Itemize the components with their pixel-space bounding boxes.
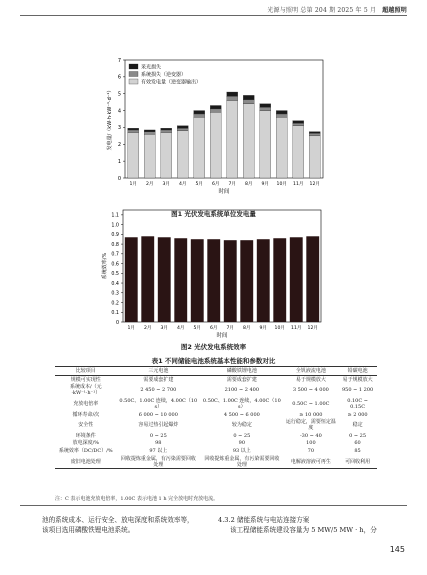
x-tick-label: 6月 [209, 326, 218, 331]
y-tick-label: 1.1 [111, 213, 119, 219]
table-cell: 0 ~ 25 [149, 432, 167, 439]
y-tick-label: 0.8 [111, 242, 119, 248]
table-cell: 易于规模放大 [342, 376, 373, 383]
x-tick-label: 2月 [143, 326, 152, 331]
bar-segment [309, 132, 320, 134]
table1 [55, 366, 377, 469]
x-tick-label: 6月 [211, 182, 220, 187]
table-row-label: 系统成本/（元·kW⁻¹·h⁻¹） [69, 384, 102, 397]
bar-segment [194, 114, 205, 117]
table-footer-rule [20, 505, 407, 506]
bar-segment [194, 117, 205, 178]
table-header-cell: 全钒液流电池 [284, 367, 339, 376]
table1-note: 注：C 表示电池充放电倍率，1.00C 表示电池 1 h 完全放电时充放电流。 [55, 496, 219, 502]
table-cell: 6 000 ~ 10 000 [138, 411, 178, 418]
bar-segment [177, 126, 188, 129]
page-number: 145 [389, 545, 405, 554]
table-cell: ≥ 10 000 [299, 411, 323, 418]
y-tick-label: 0 [115, 320, 119, 326]
bar-segment [144, 130, 155, 132]
table-row [55, 432, 377, 440]
y-tick-label: 0.1 [111, 311, 119, 317]
table-cell: 60 [354, 440, 361, 447]
table-row [55, 440, 377, 448]
bar-segment [210, 112, 221, 178]
bar-segment [161, 128, 172, 130]
x-tick-label: 10月 [276, 182, 287, 187]
table-row-label: 安全性 [78, 422, 94, 429]
y-tick-label: 1.0 [111, 223, 119, 229]
body-line: 该项目选用磷酸铁锂电池系统。 [42, 526, 135, 534]
table-cell: 70 [307, 447, 315, 454]
x-tick-label: 7月 [226, 326, 235, 331]
y-tick-label: 0 [117, 175, 121, 182]
bar [125, 237, 138, 322]
section-heading: 4.3.2 储能系统与电站连接方案 [218, 516, 310, 524]
bar-segment [227, 92, 238, 96]
bar [306, 236, 319, 322]
table-cell: -30 ~ 40 [299, 432, 322, 439]
x-tick-label: 8月 [244, 182, 253, 187]
bar-segment [144, 134, 155, 178]
bar [273, 238, 286, 322]
x-axis-label: 时间 [216, 333, 228, 339]
bar-segment [243, 95, 254, 99]
y-tick-label: 0.6 [111, 262, 119, 268]
bar-segment [293, 123, 304, 126]
x-axis-label: 时间 [218, 189, 230, 195]
left-column-text [42, 515, 222, 535]
y-tick-label: 0.7 [111, 252, 119, 258]
table-cell: 4 500 ~ 6 000 [223, 411, 260, 418]
bar-segment [260, 107, 271, 110]
figure2-chart [0, 207, 427, 343]
table-cell: 需要成套扩建 [226, 376, 257, 383]
table-header-cell: 比较项目 [55, 367, 117, 376]
y-tick-label: 0.4 [111, 281, 119, 287]
y-axis-label: 系统效率/% [102, 252, 108, 280]
bar [290, 237, 303, 322]
figure1-chart [0, 50, 427, 208]
bar-segment [260, 104, 271, 107]
table-row [55, 455, 377, 469]
bar-segment [276, 111, 287, 114]
x-tick-label: 7月 [228, 182, 237, 187]
y-tick-label: 3 [117, 125, 121, 132]
x-tick-label: 11月 [293, 182, 304, 187]
bar-segment [260, 111, 271, 178]
table-row-label: 放电深度/% [72, 440, 99, 447]
table-row [55, 397, 377, 411]
table-cell: 85 [354, 447, 361, 454]
bar-segment [161, 132, 172, 178]
bar [207, 239, 220, 322]
bar-segment [243, 104, 254, 178]
bar-segment [227, 100, 238, 178]
table-cell: 可回收利用 [338, 455, 377, 469]
x-tick-label: 11月 [291, 326, 302, 331]
table-cell: 93 以上 [232, 447, 251, 454]
right-column-text [218, 515, 408, 535]
x-tick-label: 5月 [193, 326, 202, 331]
table-cell: 2 450 ~ 2 700 [140, 387, 177, 394]
bar-segment [128, 132, 139, 178]
table-row-label: 充放电倍率 [73, 400, 99, 407]
figure2-caption: 图2 光伏发电系统效率 [180, 343, 247, 351]
table-row-label: 系统效率（DC/DC）/% [58, 447, 113, 454]
y-tick-label: 0.9 [111, 233, 119, 239]
table-cell: 3 500 ~ 4 000 [292, 387, 329, 394]
bar-segment [128, 130, 139, 133]
bar [174, 238, 187, 322]
table-cell: 运行稳定，需要恒定温度 [285, 419, 336, 432]
y-tick-label: 0.5 [111, 272, 119, 278]
table-cell: 100 [306, 440, 316, 447]
table-cell: 90 [238, 440, 246, 447]
x-tick-label: 3月 [162, 182, 171, 187]
x-tick-label: 5月 [195, 182, 204, 187]
x-tick-label: 1月 [129, 182, 138, 187]
bar [158, 237, 171, 322]
bar-segment [293, 126, 304, 178]
bar-segment [293, 121, 304, 124]
legend-label: 有效发电量（逆变器输出） [141, 79, 202, 86]
x-tick-label: 4月 [176, 326, 185, 331]
x-tick-label: 12月 [309, 182, 320, 187]
table-cell: 回收提炼重金属，有污染需要回收处理 [200, 455, 284, 469]
table-header-row [55, 367, 377, 376]
body-line: 池的系统成本、运行安全、放电深度和系统效率等， [42, 516, 194, 524]
bar-segment [243, 100, 254, 104]
bar [257, 239, 270, 322]
x-tick-label: 2月 [145, 182, 154, 187]
table-row-label: 规模可实现性 [70, 376, 101, 383]
x-tick-label: 9月 [259, 326, 268, 331]
legend-swatch [129, 79, 138, 84]
table-cell: 0 ~ 25 [349, 432, 367, 439]
x-tick-label: 12月 [307, 326, 318, 331]
table-cell: ≥ 2 000 [347, 411, 368, 418]
bar-segment [144, 132, 155, 135]
table-row-label: 废旧电池处理 [55, 455, 117, 469]
bar-segment [128, 128, 139, 130]
bar [191, 239, 204, 322]
table-row [55, 376, 377, 384]
header-rule [20, 15, 407, 16]
bar-segment [177, 131, 188, 178]
bar-segment [161, 130, 172, 133]
table-cell: 易于规模放大 [295, 376, 326, 383]
legend-swatch [129, 72, 138, 77]
table-cell: 2100 ~ 2 400 [224, 387, 260, 394]
table-cell: 0.50C、1.00C 连续，4.00C（10 s） [119, 397, 198, 410]
y-tick-label: 7 [117, 57, 121, 64]
table-cell: 容易过热引起爆炸 [138, 422, 179, 429]
table-cell: 0.50C、1.00C 连续，4.00C（10 s） [202, 397, 281, 410]
table-cell: 稳定 [352, 422, 363, 429]
x-tick-label: 3月 [160, 326, 169, 331]
x-tick-label: 1月 [127, 326, 136, 331]
y-tick-label: 0.2 [111, 301, 119, 307]
legend-label: 系统损失（逆变器） [141, 71, 187, 78]
table-header-cell: 铅碳电池 [338, 367, 377, 376]
figure1-caption: 图1 光伏发电系统单位发电量 [171, 210, 256, 218]
bar-segment [276, 114, 287, 117]
bar-segment [177, 128, 188, 131]
table-header-cell: 三元电池 [117, 367, 201, 376]
table-row [55, 418, 377, 432]
running-header [267, 5, 407, 14]
table-row [55, 384, 377, 398]
table1-caption: 表1 不同储能电池系统基本性能和参数对比 [151, 357, 276, 365]
table-cell: 需要成套扩建 [143, 376, 174, 383]
x-tick-label: 8月 [242, 326, 251, 331]
bar-segment [210, 109, 221, 112]
journal-info: 光源与照明 总第 204 期 2025 年 5 月 [267, 7, 377, 14]
bar-segment [276, 117, 287, 178]
y-tick-label: 1 [117, 158, 121, 165]
bar-segment [227, 96, 238, 100]
bar [224, 240, 237, 322]
table-header-cell: 磷酸铁锂电池 [200, 367, 284, 376]
y-tick-label: 5 [117, 91, 121, 98]
table-cell: 0 ~ 25 [233, 432, 251, 439]
table-cell: 0.50C ~ 1.00C [292, 400, 330, 407]
bar-segment [194, 111, 205, 114]
body-line: 该工程储能系统建设容量为 5 MW/5 MW · h，分 [230, 526, 377, 534]
table-cell: 97 以上 [149, 447, 168, 454]
table-cell: 0.10C ~ 0.15C [347, 397, 368, 410]
y-axis-label: 发电量/（kW·h·kW⁻¹·d⁻¹） [107, 87, 113, 151]
bar-segment [309, 133, 320, 136]
bar [141, 236, 154, 322]
x-tick-label: 4月 [178, 182, 187, 187]
table-row-label: 环境条件 [75, 432, 96, 439]
y-tick-label: 0.3 [111, 291, 119, 297]
legend-label: 采光损失 [141, 64, 162, 71]
bar [240, 240, 253, 322]
y-tick-label: 2 [117, 142, 121, 149]
table-row [55, 411, 377, 419]
bar-segment [210, 106, 221, 109]
y-tick-label: 6 [117, 74, 121, 81]
y-tick-label: 4 [117, 108, 121, 115]
table-cell: 电解液溶液可再生 [284, 455, 339, 469]
bar-segment [309, 136, 320, 178]
x-tick-label: 10月 [274, 326, 285, 331]
legend-swatch [129, 64, 138, 69]
table-cell: 较为稳定 [231, 422, 252, 429]
x-tick-label: 9月 [261, 182, 270, 187]
table-cell: 950 ~ 1 200 [341, 387, 374, 394]
section-name: 超越照明 [382, 7, 407, 14]
table-row-label: 循环寿命/次 [72, 411, 100, 418]
table-row [55, 447, 377, 455]
table-cell: 98 [155, 440, 162, 447]
table-cell: 回收提炼重金属，有污染需要回收处理 [117, 455, 201, 469]
